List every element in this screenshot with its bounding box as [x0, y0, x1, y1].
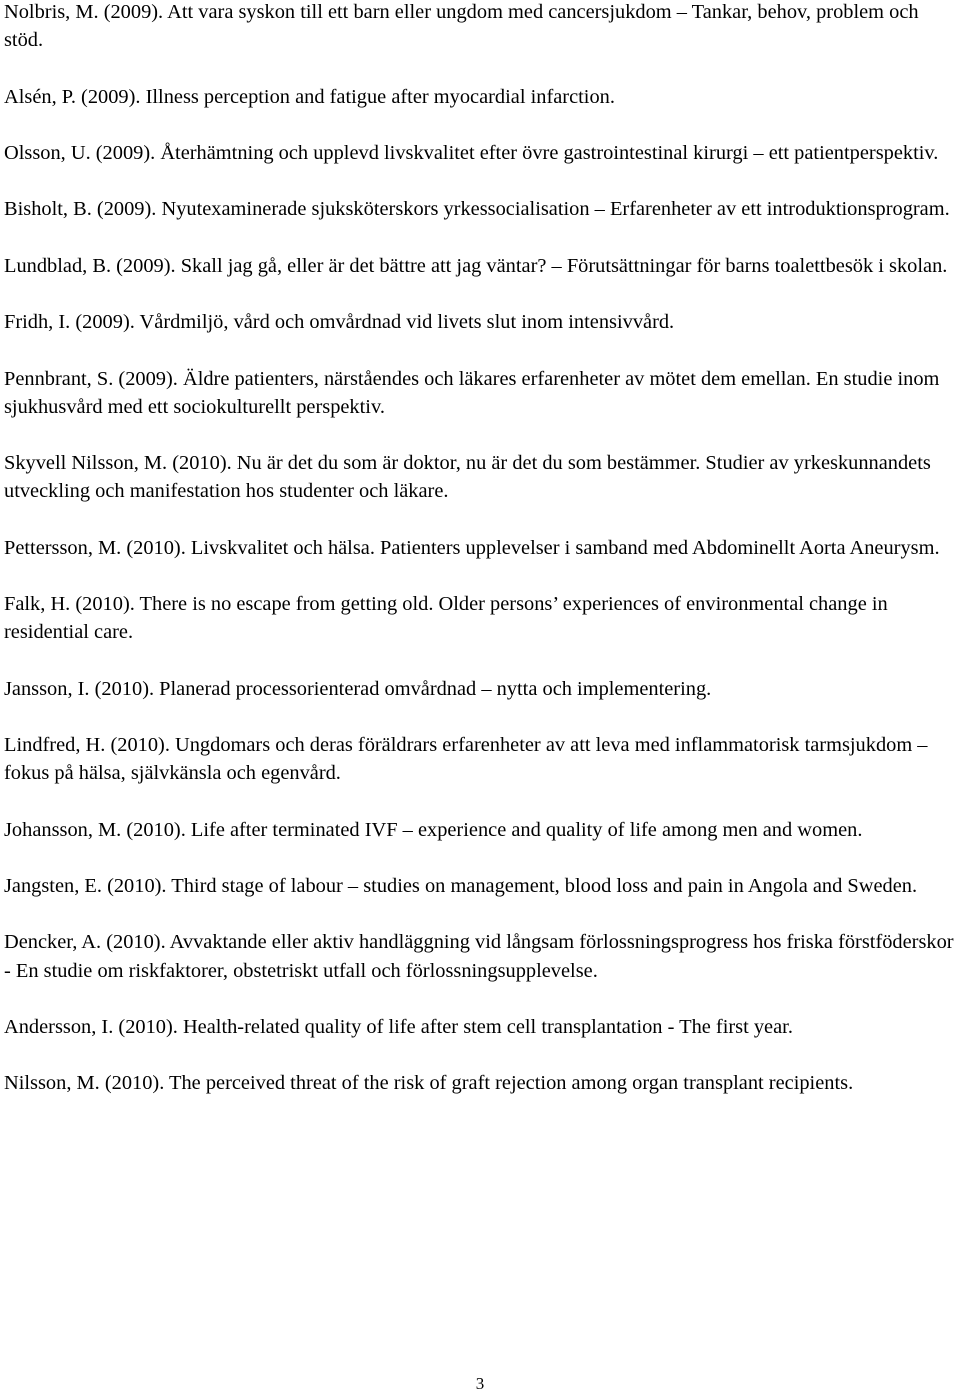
reference-item: Andersson, I. (2010). Health-related quality of life after stem cell transplantation - The first year.: [4, 1016, 793, 1039]
reference-item: Nilsson, M. (2010). The perceived threat of the risk of graft rejection among organ transplant recipients.: [4, 1072, 854, 1095]
page-number: 3: [475, 1374, 485, 1393]
reference-list: [4, 0, 956, 1126]
reference-item: Lindfred, H. (2010). Ungdomars och deras föräldrars erfarenheter av att leva med inflammatorisk tarmsjukdom – fokus på hälsa, självkänsla och egenvård.: [4, 734, 928, 785]
reference-item: Olsson, U. (2009). Återhämtning och upplevd livskvalitet efter övre gastrointestinal kirurgi – ett patientperspektiv.: [4, 141, 939, 164]
reference-item: Jangsten, E. (2010). Third stage of labour – studies on management, blood loss and pain in Angola and Sweden.: [4, 875, 918, 898]
reference-item: Skyvell Nilsson, M. (2010). Nu är det du som är doktor, nu är det du som bestämmer. Studier av yrkeskunnandets utveckling och manifestation hos studenter och läkare.: [4, 452, 931, 503]
reference-item: Falk, H. (2010). There is no escape from getting old. Older persons’ experiences of environmental change in residential care.: [4, 593, 888, 644]
reference-item: Bisholt, B. (2009). Nyutexaminerade sjuksköterskors yrkessocialisation – Erfarenheter av ett introduktionsprogram.: [4, 198, 950, 221]
reference-item: Dencker, A. (2010). Avvaktande eller aktiv handläggning vid långsam förlossningsprogress hos friska förstföderskor - En studie om riskfaktorer, obstetriskt utfall och förlossningsupplevelse.: [4, 931, 954, 982]
reference-item: Fridh, I. (2009). Vårdmiljö, vård och omvårdnad vid livets slut inom intensivvård.: [4, 311, 675, 334]
reference-item: Pettersson, M. (2010). Livskvalitet och hälsa. Patienters upplevelser i samband med Abdominellt Aorta Aneurysm.: [4, 536, 940, 559]
reference-item: Jansson, I. (2010). Planerad processorienterad omvårdnad – nytta och implementering.: [4, 677, 712, 700]
reference-item: Pennbrant, S. (2009). Äldre patienters, närståendes och läkares erfarenheter av mötet dem emellan. En studie inom sjukhusvård med ett sociokulturellt perspektiv.: [4, 367, 940, 418]
reference-item: Alsén, P. (2009). Illness perception and fatigue after myocardial infarction.: [4, 85, 615, 108]
reference-item: Lundblad, B. (2009). Skall jag gå, eller är det bättre att jag väntar? – Förutsättningar för barns toalettbesök i skolan.: [4, 254, 948, 277]
reference-item: Johansson, M. (2010). Life after terminated IVF – experience and quality of life among men and women.: [4, 818, 863, 841]
reference-item: Nolbris, M. (2009). Att vara syskon till ett barn eller ungdom med cancersjukdom – Tankar, behov, problem och stöd.: [4, 1, 919, 52]
